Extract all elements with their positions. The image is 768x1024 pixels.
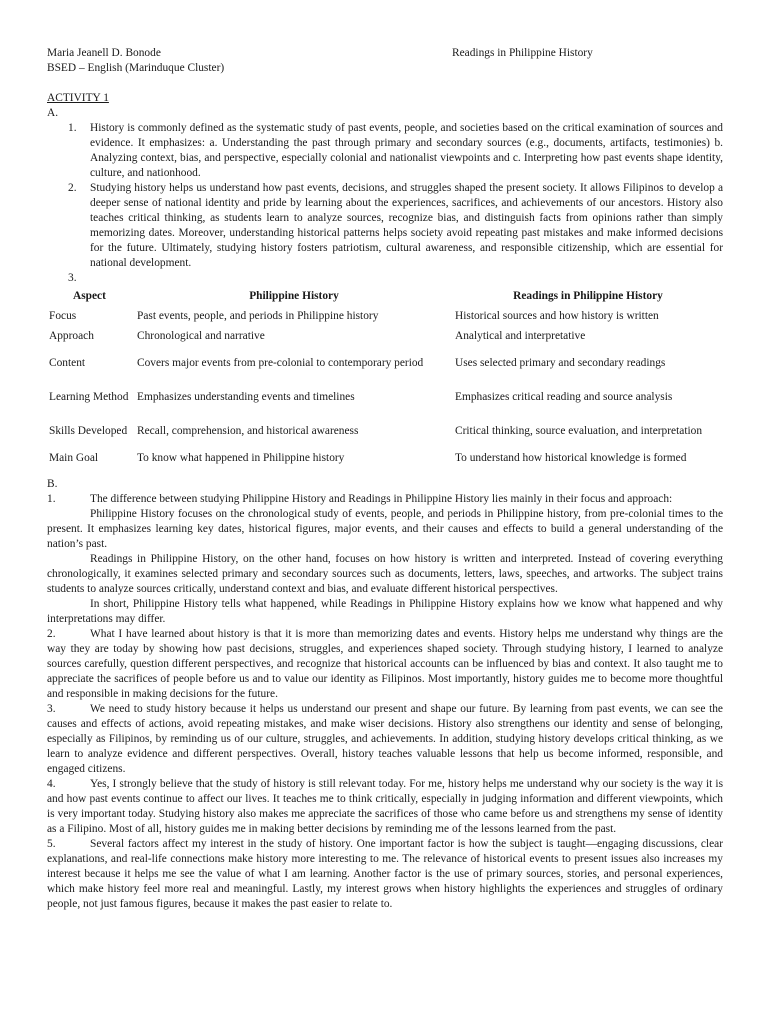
item-text: The difference between studying Philippine History and Readings in Philippine History lies mainly in their focus and approach: [90, 493, 673, 505]
column-header: Readings in Philippine History [513, 290, 663, 302]
author-name: Maria Jeanell D. Bonode [47, 47, 161, 59]
course-title: Readings in Philippine History [452, 47, 593, 59]
header-line-1 [47, 46, 723, 61]
table-cell: Content [49, 356, 86, 369]
table-cell: Uses selected primary and secondary readings [455, 356, 666, 369]
item-number: 1. [47, 493, 56, 505]
table-cell: Emphasizes understanding events and timelines [137, 390, 355, 403]
item-number: 3. [68, 272, 77, 284]
list-item [47, 271, 723, 286]
item-number: 2. [47, 628, 56, 640]
table-cell: Focus [49, 310, 77, 322]
table-cell: Recall, comprehension, and historical awareness [137, 424, 359, 437]
table-row [47, 326, 723, 346]
table-cell: Critical thinking, source evaluation, and interpretation [455, 424, 703, 437]
table-cell: Emphasizes critical reading and source analysis [455, 390, 673, 403]
item-text: What I have learned about history is that it is more than memorizing dates and events. History helps me understand why things are the way they are today by showing how past decisions, struggles, and experiences shaped society. Through studying history, I learned to analyze sources carefully, question different perspectives, and recognize that historical accounts can be influenced by bias and context. It also taught me to appreciate the sacrifices of people before us and to value our identity as Filipinos. Most importantly, history guides me to become more thoughtful and responsible in making decisions for the future. [47, 628, 723, 700]
table-cell: Covers major events from pre-colonial to contemporary period [137, 356, 424, 369]
table-cell: Skills Developed [49, 424, 128, 437]
program-line: BSED – English (Marinduque Cluster) [47, 62, 225, 74]
item-number: 3. [47, 703, 56, 715]
item-number: 1. [68, 122, 77, 134]
section-b-item-4 [47, 777, 723, 837]
table-header-row [47, 288, 723, 307]
document-page [47, 46, 723, 912]
item-text: We need to study history because it helps us understand our present and shape our future. By learning from past events, we can see the causes and effects of actions, avoid repeating mistakes, and make wiser decisions. History also strengthens our identity and sense of belonging, especially as Filipinos, by reminding us of our culture, struggles, and achievements. In addition, studying history develops critical thinking, as we learn to analyze evidence and different perspectives. Overall, history teaches valuable lessons that help us become informed, responsible, and engaged citizens. [47, 703, 723, 775]
table-row [47, 346, 723, 380]
table-cell: To know what happened in Philippine history [137, 451, 345, 464]
section-b-item-1 [47, 492, 723, 507]
column-header: Aspect [73, 290, 106, 302]
activity-title: ACTIVITY 1 [47, 92, 109, 104]
table-cell: Analytical and interpretative [455, 329, 586, 342]
paragraph: Philippine History focuses on the chronological study of events, people, and periods in Philippine history, from pre-colonial times to the present. It emphasizes learning key dates, historical figures, major events, and their causes and effects to build a general understanding of the nation’s past. [47, 508, 723, 550]
list-item [47, 181, 723, 271]
table-row [47, 448, 723, 468]
table-row [47, 380, 723, 414]
item-number: 2. [68, 182, 77, 194]
table-cell: Historical sources and how history is written [455, 310, 659, 322]
item-text: Several factors affect my interest in the study of history. One important factor is how the subject is taught—engaging discussions, clear explanations, and real-life connections make history more interesting to me. The relevance of historical events to present issues also increases my interest because it helps me see the value of what I am learning. Another factor is the use of primary sources, stories, and personal experiences, which make history feel more real and meaningful. Lastly, my interest grows when history highlights the experiences and struggles of ordinary people, not just famous figures, because it makes the past easier to relate to. [47, 838, 723, 910]
list-item [47, 121, 723, 181]
item-number: 4. [47, 778, 56, 790]
section-b-item-2 [47, 627, 723, 702]
table-row [47, 307, 723, 326]
section-b-item-5 [47, 837, 723, 912]
table-row [47, 414, 723, 448]
comparison-table [47, 288, 723, 468]
table-cell: Approach [49, 329, 94, 342]
paragraph: Readings in Philippine History, on the other hand, focuses on how history is written and interpreted. Instead of covering everything chronologically, it examines selected primary and secondary sources such as documents, letters, laws, speeches, and artworks. The subject trains students to analyze sources critically, understand context and bias, and evaluate different historical perspectives. [47, 553, 723, 595]
section-a-list [47, 121, 723, 286]
table-cell: Chronological and narrative [137, 329, 265, 342]
item-text: Yes, I strongly believe that the study of history is still relevant today. For me, history helps me understand why our society is the way it is and how past events continue to affect our lives. It teaches me to think critically, especially in judging information and different viewpoints, which is very important today. Studying history also makes me appreciate the sacrifices of those who came before us and strengthens my sense of identity as a Filipino. Most of all, history guides me in making better decisions by reminding me of the lessons learned from the past. [47, 778, 723, 835]
section-b-label: B. [47, 478, 58, 490]
item-text: History is commonly defined as the systematic study of past events, people, and societies based on the critical examination of sources and evidence. It emphasizes: a. Understanding the past through primary and secondary sources (e.g., documents, artifacts, testimonies) b. Analyzing context, bias, and perspective, especially colonial and nationalist viewpoints and c. Interpreting how past events shape identity, culture, and nationhood. [90, 122, 723, 179]
table-cell: Past events, people, and periods in Philippine history [137, 310, 379, 322]
section-b-item-3 [47, 702, 723, 777]
item-text: Studying history helps us understand how past events, decisions, and struggles shaped the present society. It allows Filipinos to develop a deeper sense of national identity and pride by learning about the experiences, sacrifices, and achievements of our ancestors. History also teaches critical thinking, as students learn to analyze sources, recognize bias, and distinguish facts from opinions rather than simply memorizing dates. Moreover, understanding historical patterns helps society avoid repeating past mistakes and make informed decisions for the future. Ultimately, studying history fosters patriotism, cultural awareness, and responsible citizenship, which are essential for national development. [90, 182, 723, 269]
column-header: Philippine History [249, 290, 339, 302]
table-cell: To understand how historical knowledge is formed [455, 451, 687, 464]
section-a-label: A. [47, 107, 59, 119]
table-cell: Learning Method [49, 390, 129, 403]
item-number: 5. [47, 838, 56, 850]
paragraph: In short, Philippine History tells what happened, while Readings in Philippine History explains how we know what happened and why interpretations may differ. [47, 598, 723, 625]
table-cell: Main Goal [49, 451, 99, 464]
